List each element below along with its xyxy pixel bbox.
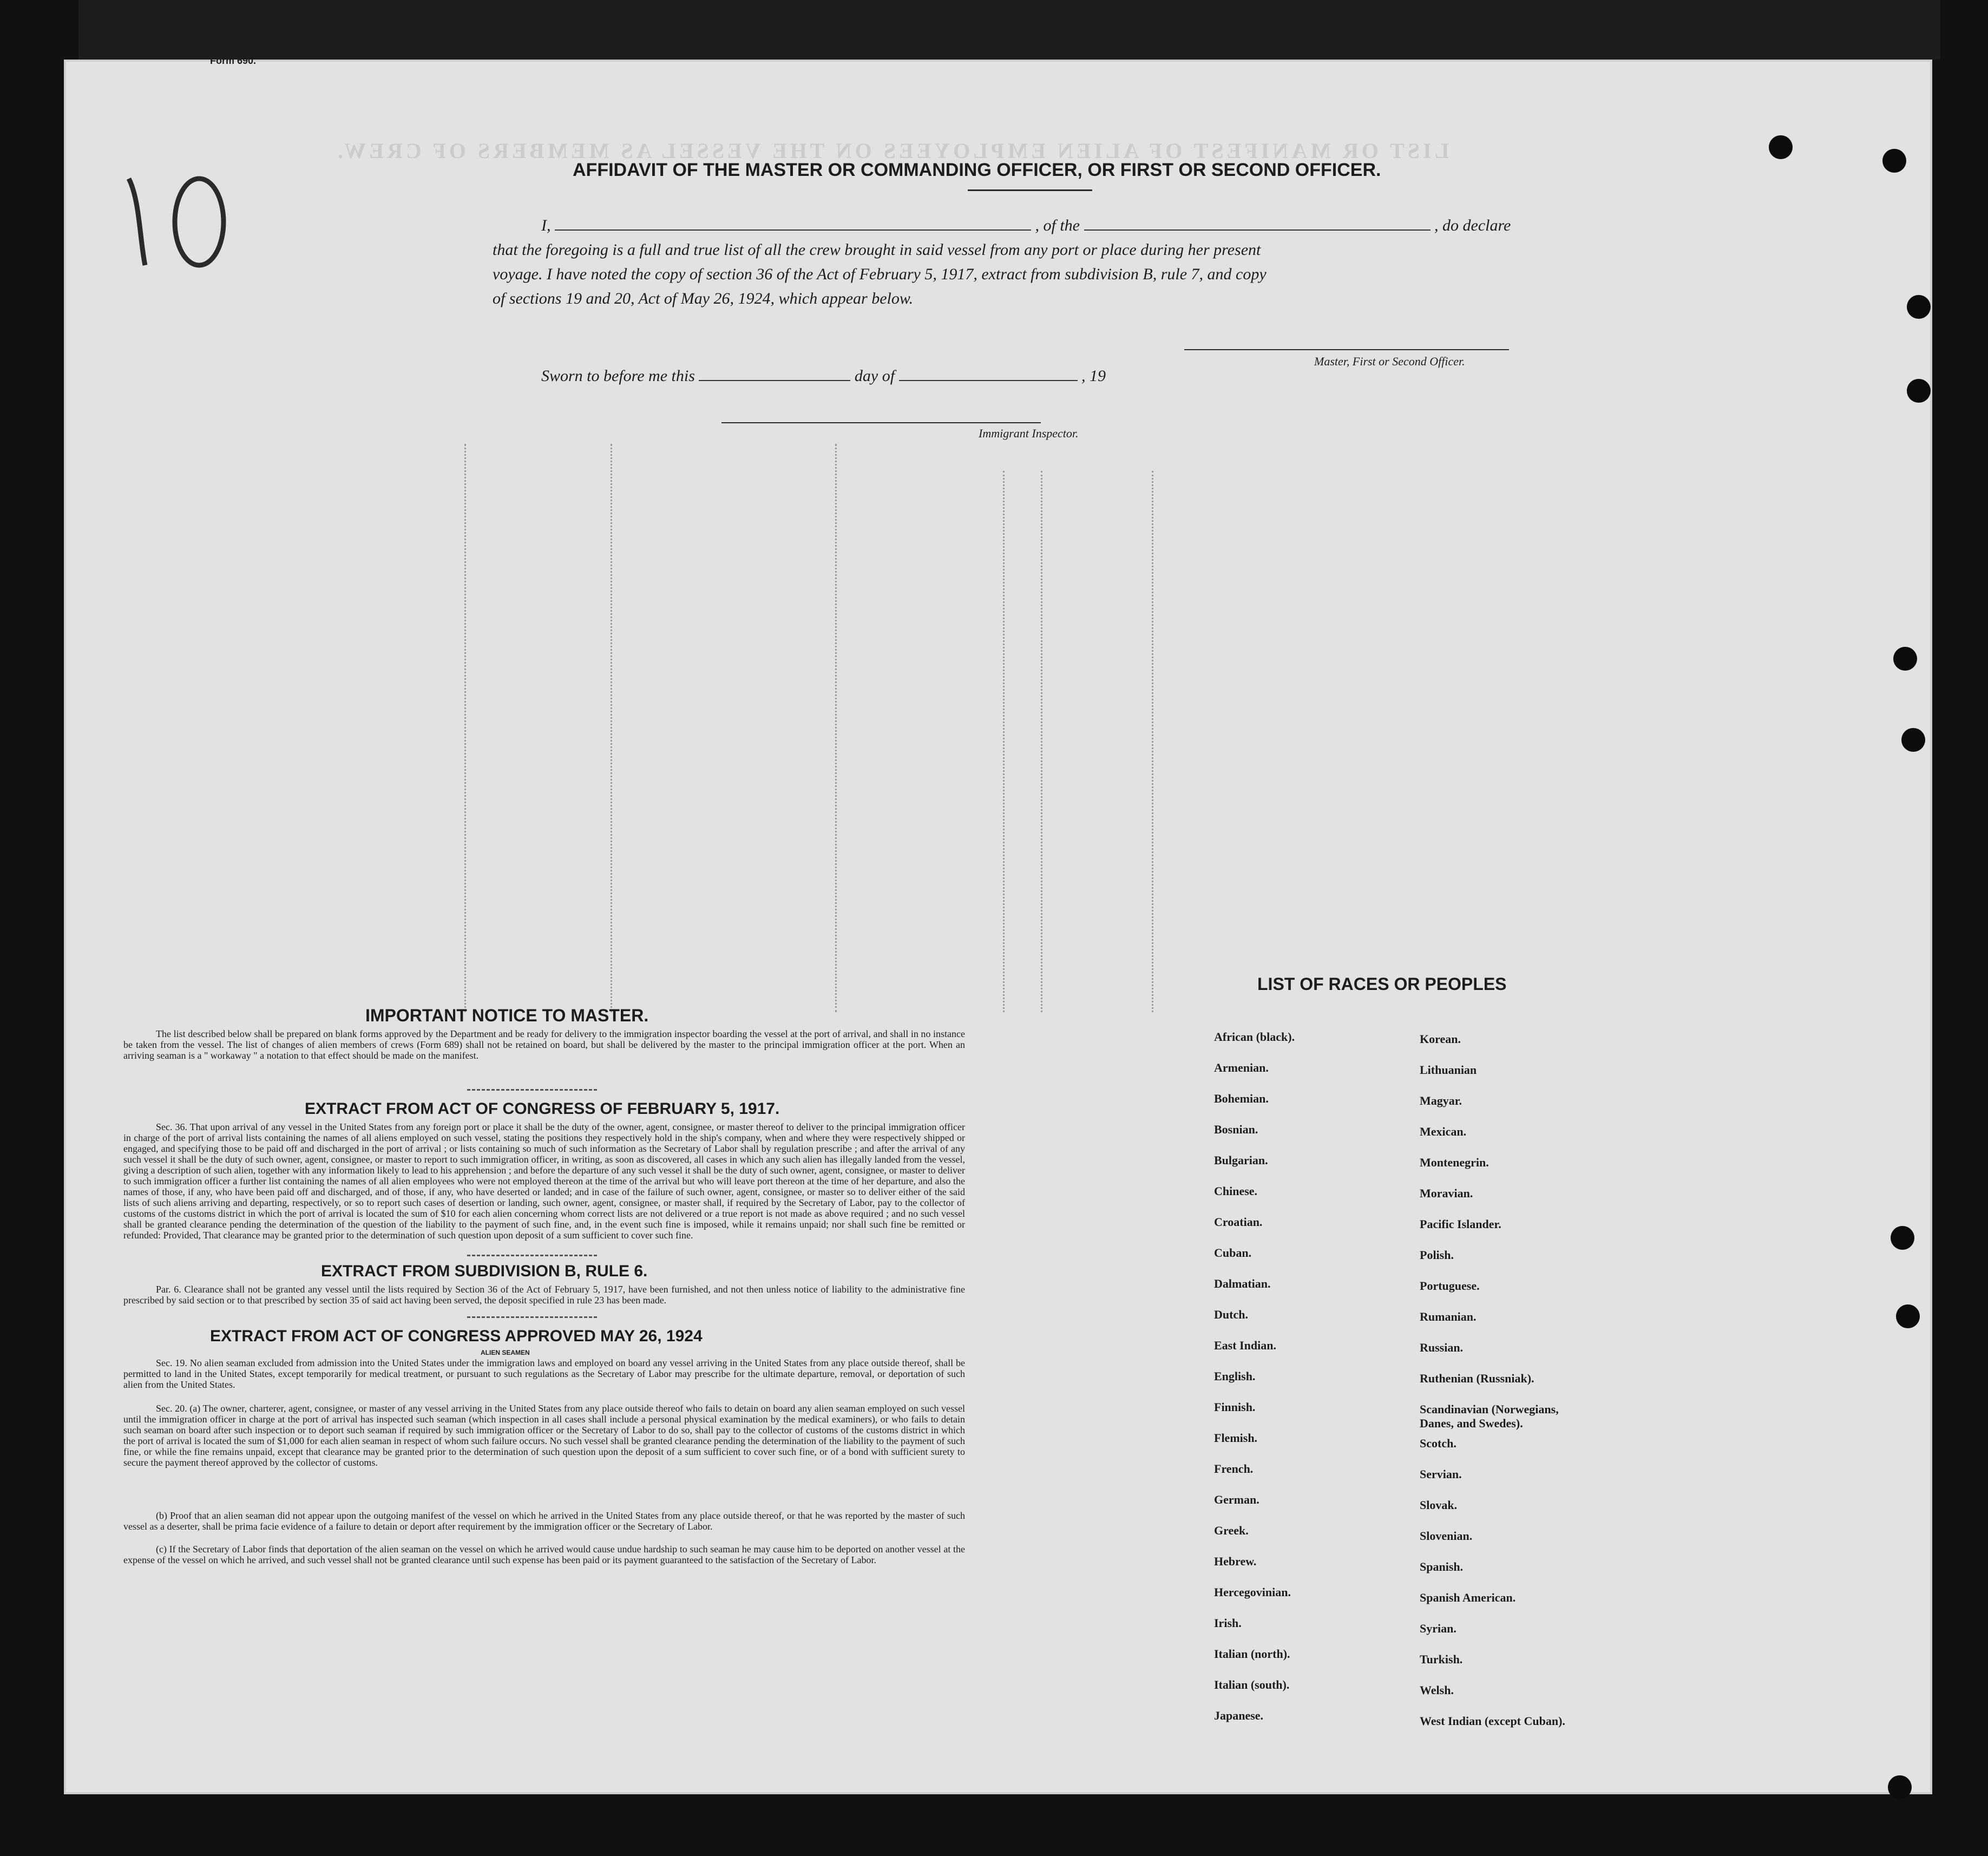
race-right-21: Turkish. [1420, 1652, 1463, 1666]
affidavit-declare: , do declare [1434, 217, 1511, 234]
race-right-15: Servian. [1420, 1467, 1462, 1481]
race-left-14: Flemish. [1214, 1431, 1258, 1445]
race-left-7: Croatian. [1214, 1215, 1263, 1229]
race-right-3: Magyar. [1420, 1094, 1462, 1107]
punch-hole-7 [1891, 1226, 1914, 1250]
column-line-1 [464, 444, 466, 1012]
race-left-18: Hebrew. [1214, 1555, 1257, 1568]
day-of-text: day of [854, 367, 895, 385]
notice-title: IMPORTANT NOTICE TO MASTER. [365, 1006, 649, 1025]
race-right-22: Welsh. [1420, 1683, 1454, 1697]
vessel-name-field[interactable] [1084, 229, 1431, 231]
race-left-23: Japanese. [1214, 1709, 1264, 1722]
punch-hole-4 [1907, 379, 1931, 403]
column-line-2 [611, 444, 612, 1012]
race-right-2: Lithuanian [1420, 1063, 1477, 1077]
year-text: , 19 [1081, 367, 1106, 385]
race-left-15: French. [1214, 1462, 1254, 1475]
race-left-19: Hercegovinian. [1214, 1585, 1291, 1599]
extract-1917-text: Sec. 36. That upon arrival of any vessel in the United States from any foreign port or place it shall be the duty of the owner, agent, consignee, or master thereof to deliver to the principal immigration officer in charge of the port of arrival lists containing the names of all aliens employed on such vessel, stating the positions they respectively hold in the ship's company, when and where they were respectively shipped or engaged, and specifying those to be paid off and discharged in the port of arrival ; or lists containing so much of such information as the Secretary of Labor shall by regulation prescribe ; and after the arrival of any such vessel it shall be the duty of such owner, agent, consignee, or master to report to such immigration officer, in writing, as soon as discovered, all cases in which any such alien has illegally landed from the vessel, giving a description of such alien, together with any information likely to lead to his apprehension ; and before the departure of any such vessel it shall be the duty of such owner, agent, consignee, or master to deliver to such immigration officer a further list containing the names of all alien employees who were not employed thereon at the time of the arrival but who will leave port thereon at the time of her departure, and also the names of those, if any, who have been paid off and discharged, and of those, if any, who have deserted or landed; and in case of the failure of such owner, agent, consignee, or master so to deliver either of the said lists of such aliens arriving and departing, respectively, or so to report such cases of desertion or landing, such owner, agent, consignee, or master shall, if required by the Secretary of Labor, pay to the collector of customs of the customs district in which the port of arrival is located the sum of $10 for each alien concerning whom correct lists are not delivered or a true report is not made as above required ; and no such vessel shall be granted clearance pending the determination of the question of the liability to the payment of such fine, and, in the event such fine is imposed, while it remains unpaid; nor shall such fine be remitted or refunded: Provided, That clearance may be granted prior to the determination of such question upon deposit of a sum sufficient to cover such fine. [123, 1122, 965, 1241]
race-left-1: African (black). [1214, 1030, 1295, 1044]
column-line-3 [835, 444, 837, 1012]
column-line-6 [1152, 471, 1153, 1012]
race-left-8: Cuban. [1214, 1246, 1252, 1260]
race-left-2: Armenian. [1214, 1061, 1269, 1074]
races-title: LIST OF RACES OR PEOPLES [1257, 974, 1507, 994]
master-signature-line[interactable] [1184, 349, 1509, 350]
race-left-13: Finnish. [1214, 1400, 1256, 1414]
race-right-18: Spanish. [1420, 1560, 1464, 1573]
extract-1917-rule [467, 1255, 597, 1256]
race-right-14: Scotch. [1420, 1437, 1456, 1450]
affidavit-i: I, [541, 217, 551, 234]
handwritten-number-mark [107, 157, 248, 292]
race-right-16: Slovak. [1420, 1498, 1458, 1512]
race-right-12: Ruthenian (Russniak). [1420, 1372, 1534, 1385]
extract-rule6-text: Par. 6. Clearance shall not be granted any vessel until the lists required by Section 36 of the Act of February 5, 1917, have been furnished, and not then unless notice of liability to the administrative fine prescribed by said section or to that prescribed by section 35 of said act having been served, the deposit specified in rule 23 has been made. [123, 1284, 965, 1306]
race-right-23: West Indian (except Cuban). [1420, 1714, 1565, 1728]
affidavit-title: AFFIDAVIT OF THE MASTER OR COMMANDING OFFICER, OR FIRST OR SECOND OFFICER. [573, 160, 1381, 180]
race-right-11: Russian. [1420, 1341, 1464, 1354]
notice-rule [467, 1089, 597, 1091]
race-left-22: Italian (south). [1214, 1678, 1290, 1691]
race-left-6: Chinese. [1214, 1184, 1258, 1198]
extract-rule6-rule [467, 1316, 597, 1318]
officer-name-field[interactable] [555, 229, 1031, 231]
inspector-signature-line[interactable] [721, 422, 1041, 423]
race-left-5: Bulgarian. [1214, 1153, 1268, 1167]
race-right-9: Portuguese. [1420, 1279, 1480, 1293]
race-left-9: Dalmatian. [1214, 1277, 1271, 1290]
affidavit-line-2: that the foregoing is a full and true list of all the crew brought in said vessel from any port or place during her present [493, 241, 1261, 259]
race-left-20: Irish. [1214, 1616, 1242, 1630]
form-label: Form 690. [210, 55, 257, 66]
extract-1924-title: EXTRACT FROM ACT OF CONGRESS APPROVED MAY 26, 1924 [210, 1327, 703, 1345]
bleed-through-header: LIST OR MANIFEST OF ALIEN EMPLOYEES ON THE VESSEL AS MEMBERS OF CREW. [334, 139, 1449, 163]
extract-1924-sec19: Sec. 19. No alien seaman excluded from admission into the United States under the immigration laws and employed on board any vessel arriving in the United States from any place outside thereof, shall be permitted to land in the United States, except temporarily for medical treatment, or pursuant to such regulations as the Secretary of Labor may prescribe for the ultimate departure, removal, or deportation of such alien from the United States. [123, 1357, 965, 1390]
affidavit-line-4: of sections 19 and 20, Act of May 26, 1924, which appear below. [493, 290, 914, 307]
affidavit-of-the: , of the [1035, 217, 1080, 234]
race-right-5: Montenegrin. [1420, 1156, 1489, 1169]
extract-rule6-title: EXTRACT FROM SUBDIVISION B, RULE 6. [321, 1262, 648, 1280]
sworn-line [541, 367, 1106, 385]
extract-1924-sec20c: (c) If the Secretary of Labor finds that deportation of the alien seaman on the vessel on which he arrived would cause undue hardship to such seaman he may cause him to be deported on another vessel at the expense of the vessel on which he arrived, and such vessel shall not be granted clearance until such expense has been paid or its payment guaranteed to the satisfaction of the Secretary of Labor. [123, 1544, 965, 1565]
punch-hole-1 [1769, 135, 1793, 159]
race-left-10: Dutch. [1214, 1308, 1248, 1321]
punch-hole-8 [1896, 1304, 1920, 1328]
race-left-21: Italian (north). [1214, 1647, 1290, 1661]
affidavit-line-1 [541, 217, 1511, 235]
extract-1924-sec20a: Sec. 20. (a) The owner, charterer, agent, consignee, or master of any vessel arriving in the United States from any place outside thereof who fails to detain on board any alien seaman employed on such vessel until the immigration officer in charge at the port of arrival has inspected such seaman (which inspection in all cases shall include a personal physical examination by the medical examiners), or who fails to detain such seaman on board after such inspection or to deport such seaman if required by such immigration officer or the Secretary of Labor to do so, shall pay to the collector of customs of the customs district in which the port of arrival is located the sum of $1,000 for each alien seaman in respect of whom such failure occurs. No such vessel shall be granted clearance pending the determination of the liability to the payment of such fine, or while the fine remains unpaid, except that clearance may be granted prior to the determination of such question upon the deposit of a sum sufficient to cover such fine, or of a bond with sufficient surety to secure the payment thereof approved by the collector of customs. [123, 1403, 965, 1468]
column-line-5 [1041, 471, 1042, 1012]
master-caption: Master, First or Second Officer. [1314, 355, 1465, 368]
punch-hole-9 [1888, 1775, 1912, 1799]
extract-1917-title: EXTRACT FROM ACT OF CONGRESS OF FEBRUARY 5, 1917. [305, 1100, 780, 1118]
extract-1924-sec20b: (b) Proof that an alien seaman did not appear upon the outgoing manifest of the vessel on which he arrived in the United States from any place outside thereof, or that he was reported by the master of such vessel as a deserter, shall be prima facie evidence of a failure to detain or deport after requirement by the immigration officer or the Secretary of Labor. [123, 1510, 965, 1532]
race-right-4: Mexican. [1420, 1125, 1467, 1138]
document-page [64, 55, 1932, 1794]
race-right-13: Scandinavian (Norwegians, Danes, and Swedes). [1420, 1402, 1559, 1430]
race-right-7: Pacific Islander. [1420, 1217, 1501, 1231]
sworn-text: Sworn to before me this [541, 367, 695, 385]
race-left-12: English. [1214, 1369, 1256, 1383]
race-right-6: Moravian. [1420, 1186, 1473, 1200]
race-right-17: Slovenian. [1420, 1529, 1473, 1543]
race-right-8: Polish. [1420, 1248, 1454, 1262]
race-right-1: Korean. [1420, 1032, 1461, 1046]
race-right-20: Syrian. [1420, 1622, 1456, 1635]
punch-hole-6 [1901, 728, 1925, 752]
notice-text: The list described below shall be prepared on blank forms approved by the Department and be ready for delivery to the immigration inspector boarding the vessel at the port of arrival, and shall in no instance be taken from the vessel. The list of changes of alien members of crews (Form 689) shall not be retained on board, but shall be delivered by the master to the principal immigration officer at the port. When an arriving seaman is a " workaway " a notation to that effect should be made on the manifest. [123, 1028, 965, 1061]
paper-edge-shadow [78, 0, 1940, 60]
sworn-day-field[interactable] [699, 379, 850, 381]
race-left-11: East Indian. [1214, 1339, 1276, 1352]
race-right-10: Rumanian. [1420, 1310, 1477, 1323]
punch-hole-2 [1882, 149, 1906, 173]
race-left-17: Greek. [1214, 1524, 1249, 1537]
affidavit-title-rule [968, 189, 1092, 191]
inspector-caption: Immigrant Inspector. [979, 427, 1079, 440]
race-right-19: Spanish American. [1420, 1591, 1516, 1604]
race-left-4: Bosnian. [1214, 1123, 1258, 1136]
punch-hole-5 [1893, 647, 1917, 671]
sworn-month-field[interactable] [899, 379, 1078, 381]
punch-hole-3 [1907, 295, 1931, 319]
extract-1924-subtitle: ALIEN SEAMEN [481, 1349, 530, 1356]
race-left-3: Bohemian. [1214, 1092, 1269, 1105]
race-left-16: German. [1214, 1493, 1259, 1506]
column-line-4 [1003, 471, 1005, 1012]
affidavit-line-3: voyage. I have noted the copy of section 36 of the Act of February 5, 1917, extract from subdivision B, rule 7, and copy [493, 265, 1267, 283]
